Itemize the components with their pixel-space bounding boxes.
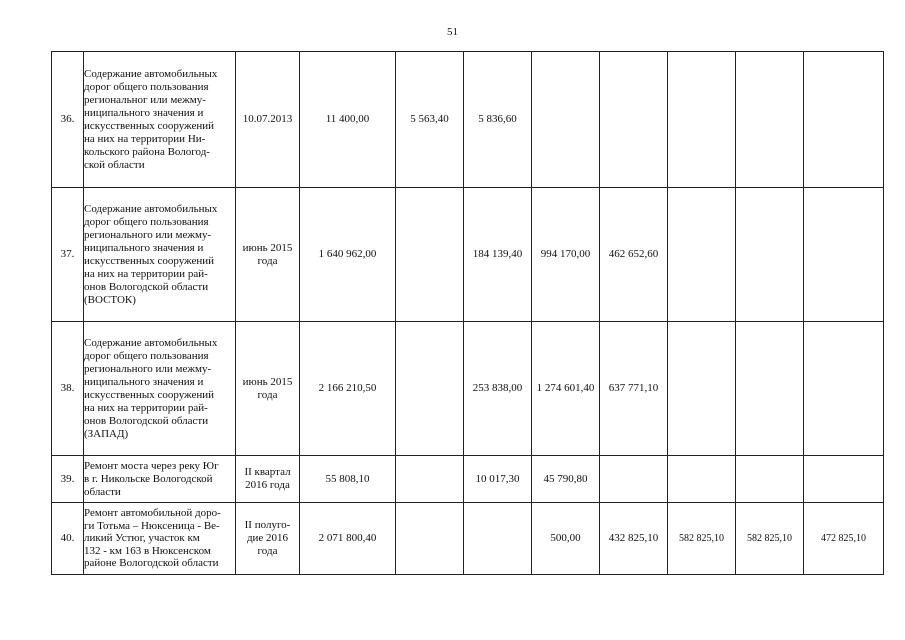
cell-col2: 5 563,40	[396, 52, 464, 188]
cell-col1: 55 808,10	[300, 456, 396, 503]
cell-col2	[396, 456, 464, 503]
cell-col7	[736, 188, 804, 322]
cell-col6: 582 825,10	[668, 503, 736, 575]
row-description: Ремонт автомобильной доро- ги Тотьма – Нюксеница - Ве- ликий Устюг, участок км 132 - км 163 в Нюксенском районе Вологодской области	[84, 503, 236, 575]
row-description: Содержание автомобильных дорог общего пользования региональног или межму- ниципального значения и искусственных сооружений на них на территории Ни- кольского района Вологод- ской области	[84, 52, 236, 188]
cell-col4	[532, 52, 600, 188]
cell-col6	[668, 188, 736, 322]
table-row	[52, 456, 884, 503]
cell-col1: 2 166 210,50	[300, 322, 396, 456]
cell-col2	[396, 322, 464, 456]
cell-col8	[804, 322, 884, 456]
cell-col4: 1 274 601,40	[532, 322, 600, 456]
cell-col3: 10 017,30	[464, 456, 532, 503]
row-description: Содержание автомобильных дорог общего пользования регионального или межму- ниципального значения и искусственных сооружений на них на территории рай- онов Вологодской области (ВОСТОК)	[84, 188, 236, 322]
cell-col8	[804, 456, 884, 503]
row-date: II квартал 2016 года	[236, 456, 300, 503]
cell-col1: 2 071 800,40	[300, 503, 396, 575]
cell-col1: 11 400,00	[300, 52, 396, 188]
cell-col8	[804, 188, 884, 322]
row-number: 38.	[52, 322, 84, 456]
cell-col4: 45 790,80	[532, 456, 600, 503]
cell-col6	[668, 322, 736, 456]
table-row	[52, 503, 884, 575]
row-description: Содержание автомобильных дорог общего пользования регионального или межму- ниципального значения и искусственных сооружений на них на территории рай- онов Вологодской области (ЗАПАД)	[84, 322, 236, 456]
cell-col3	[464, 503, 532, 575]
cell-col6	[668, 52, 736, 188]
cell-col3: 253 838,00	[464, 322, 532, 456]
row-number: 40.	[52, 503, 84, 575]
cell-col3: 5 836,60	[464, 52, 532, 188]
cell-col3: 184 139,40	[464, 188, 532, 322]
cell-col7	[736, 456, 804, 503]
row-number: 36.	[52, 52, 84, 188]
cell-col2	[396, 188, 464, 322]
cell-col5	[600, 52, 668, 188]
cell-col5: 462 652,60	[600, 188, 668, 322]
budget-table	[51, 51, 884, 575]
cell-col5: 432 825,10	[600, 503, 668, 575]
row-date: 10.07.2013	[236, 52, 300, 188]
cell-col7	[736, 52, 804, 188]
cell-col7: 582 825,10	[736, 503, 804, 575]
cell-col2	[396, 503, 464, 575]
row-date: II полуго- дие 2016 года	[236, 503, 300, 575]
row-number: 39.	[52, 456, 84, 503]
cell-col1: 1 640 962,00	[300, 188, 396, 322]
table-row	[52, 52, 884, 188]
cell-col5: 637 771,10	[600, 322, 668, 456]
cell-col7	[736, 322, 804, 456]
cell-col4: 500,00	[532, 503, 600, 575]
row-date: июнь 2015 года	[236, 322, 300, 456]
cell-col6	[668, 456, 736, 503]
row-number: 37.	[52, 188, 84, 322]
cell-col5	[600, 456, 668, 503]
cell-col8: 472 825,10	[804, 503, 884, 575]
table-row	[52, 322, 884, 456]
row-description: Ремонт моста через реку Юг в г. Никольске Вологодской области	[84, 456, 236, 503]
cell-col8	[804, 52, 884, 188]
table-row	[52, 188, 884, 322]
row-date: июнь 2015 года	[236, 188, 300, 322]
page-number: 51	[447, 26, 458, 38]
cell-col4: 994 170,00	[532, 188, 600, 322]
